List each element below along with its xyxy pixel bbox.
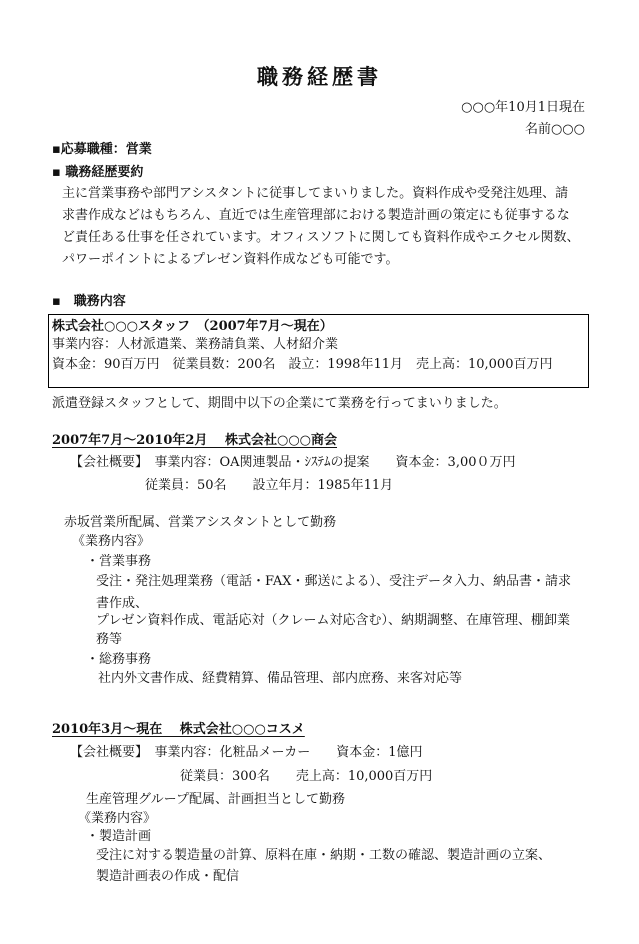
- agency-note: 派遣登録スタッフとして、期間中以下の企業にて業務を行ってまいりました。: [52, 396, 507, 411]
- job1-sales-line: 受注・発注処理業務（電話・FAX・郵送による）、受注データ入力、納品書・請求: [96, 574, 572, 589]
- job2-plan-label: ・製造計画: [86, 829, 152, 844]
- job2-plan-line: 受注に対する製造量の計算、原料在庫・納期・工数の確認、製造計画の立案、: [96, 848, 552, 863]
- job2-overview: 【会社概要】 事業内容：化粧品メーカー 資本金：1億円: [70, 745, 423, 760]
- applicant-name: 名前○○○: [524, 122, 585, 137]
- job1-assignment: 赤坂営業所配属、営業アシスタントとして勤務: [64, 515, 337, 530]
- duties-heading: ▪ 職務内容: [52, 294, 126, 309]
- job1-duties-label: 《業務内容》: [72, 534, 151, 549]
- job1-sales-label: ・営業事務: [86, 554, 152, 569]
- job1-sales-line: 務等: [96, 632, 123, 647]
- job1-general-line: 社内外文書作成、経費精算、備品管理、部内庶務、来客対応等: [98, 671, 463, 686]
- job1-overview: 従業員：50名 設立年月：1985年11月: [145, 478, 394, 493]
- applied-position: ▪応募職種：営業: [52, 142, 152, 157]
- job2-duties-label: 《業務内容》: [78, 811, 157, 826]
- job1-overview: 【会社概要】 事業内容：OA関連製品・ｼｽﾃﾑの提案 資本金：3,00０万円: [70, 455, 516, 470]
- job2-overview: 従業員：300名 売上高：10,000百万円: [180, 769, 433, 784]
- job1-sales-line: 書作成、: [96, 596, 149, 611]
- page-title: 職務経歴書: [257, 64, 382, 89]
- summary-line: パワーポイントによるプレゼン資料作成なども可能です。: [62, 252, 399, 267]
- summary-line: 主に営業事務や部門アシスタントに従事してまいりました。資料作成や受発注処理、請: [62, 186, 569, 201]
- agency-business: 事業内容：人材派遣業、業務請負業、人材紹介業: [52, 337, 339, 352]
- agency-details: 資本金：90百万円 従業員数：200名 設立：1998年11月 売上高：10,000百万円: [52, 357, 553, 372]
- job2-plan-line: 製造計画表の作成・配信: [96, 869, 240, 884]
- job2-heading: 2010年3月～現在 株式会社○○○コスメ: [52, 722, 305, 737]
- job2-assignment: 生産管理グループ配属、計画担当として勤務: [86, 792, 345, 807]
- summary-line: 求書作成などはもちろん、直近では生産管理部における製造計画の策定にも従事するな: [62, 208, 570, 223]
- job1-sales-line: プレゼン資料作成、電話応対（クレーム対応含む）、納期調整、在庫管理、棚卸業: [96, 613, 570, 628]
- job1-general-label: ・総務事務: [86, 652, 152, 667]
- summary-heading: ▪ 職務経歴要約: [52, 165, 144, 180]
- date: ○○○年10月1日現在: [461, 100, 585, 115]
- job1-heading: 2007年7月～2010年2月 株式会社○○○商会: [52, 433, 338, 448]
- agency-title: 株式会社○○○スタッフ （2007年7月～現在）: [52, 319, 333, 334]
- summary-line: ど責任ある仕事を任されています。オフィスソフトに関しても資料作成やエクセル関数、: [62, 230, 580, 245]
